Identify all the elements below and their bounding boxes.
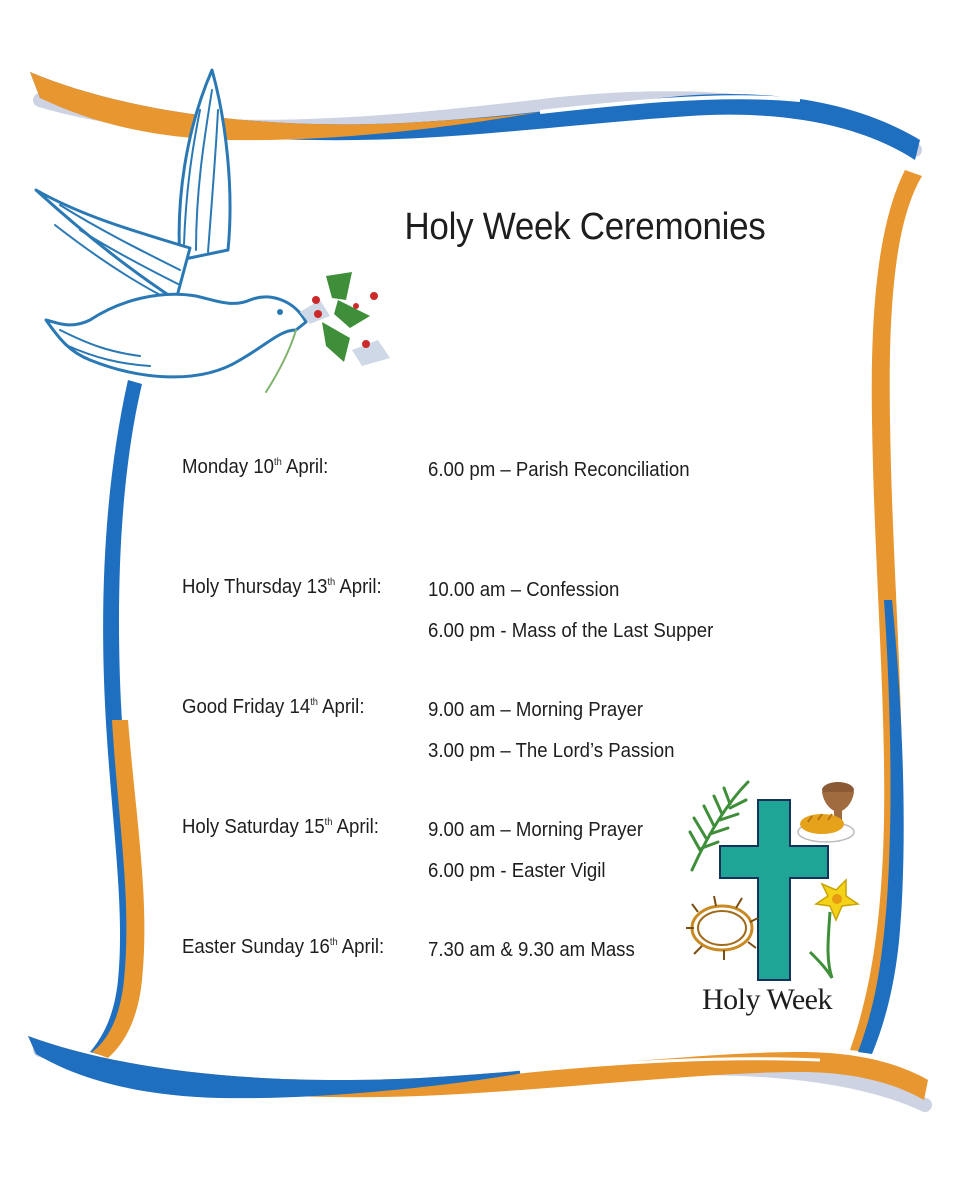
event-item: 10.00 am – Confession: [428, 579, 620, 601]
day-label: Easter Sunday 16th April:: [182, 936, 385, 958]
schedule-row-saturday: [182, 814, 802, 934]
event-list: [428, 816, 659, 898]
event-item: 6.00 pm - Mass of the Last Supper: [428, 620, 714, 642]
event-list: [428, 696, 693, 778]
event-item: 6.00 pm – Parish Reconciliation: [428, 459, 690, 481]
event-item: 7.30 am & 9.30 am Mass: [428, 939, 635, 961]
day-label: Good Friday 14th April:: [182, 696, 365, 718]
left-ribbon: [90, 380, 144, 1058]
schedule-row-thursday: [182, 574, 802, 694]
event-item: 9.00 am – Morning Prayer: [428, 819, 644, 841]
day-label: Monday 10th April:: [182, 456, 329, 478]
page-title: Holy Week Ceremonies: [404, 206, 766, 248]
event-list: [428, 936, 650, 977]
day-label: Holy Thursday 13th April:: [182, 576, 382, 598]
holy-week-label: Holy Week: [702, 983, 833, 1016]
day-label: Holy Saturday 15th April:: [182, 816, 379, 838]
event-list: [428, 576, 735, 658]
event-item: 3.00 pm – The Lord’s Passion: [428, 740, 675, 762]
holly-icon: [300, 272, 390, 366]
ceremony-schedule: [182, 454, 802, 1054]
event-item: 6.00 pm - Easter Vigil: [428, 860, 606, 882]
bread-icon: [798, 814, 854, 842]
schedule-row-friday: [182, 694, 802, 814]
daffodil-icon: [810, 880, 858, 978]
right-ribbon: [850, 170, 922, 1054]
schedule-row-monday: [182, 454, 802, 574]
event-item: 9.00 am – Morning Prayer: [428, 699, 644, 721]
event-list: [428, 456, 709, 497]
